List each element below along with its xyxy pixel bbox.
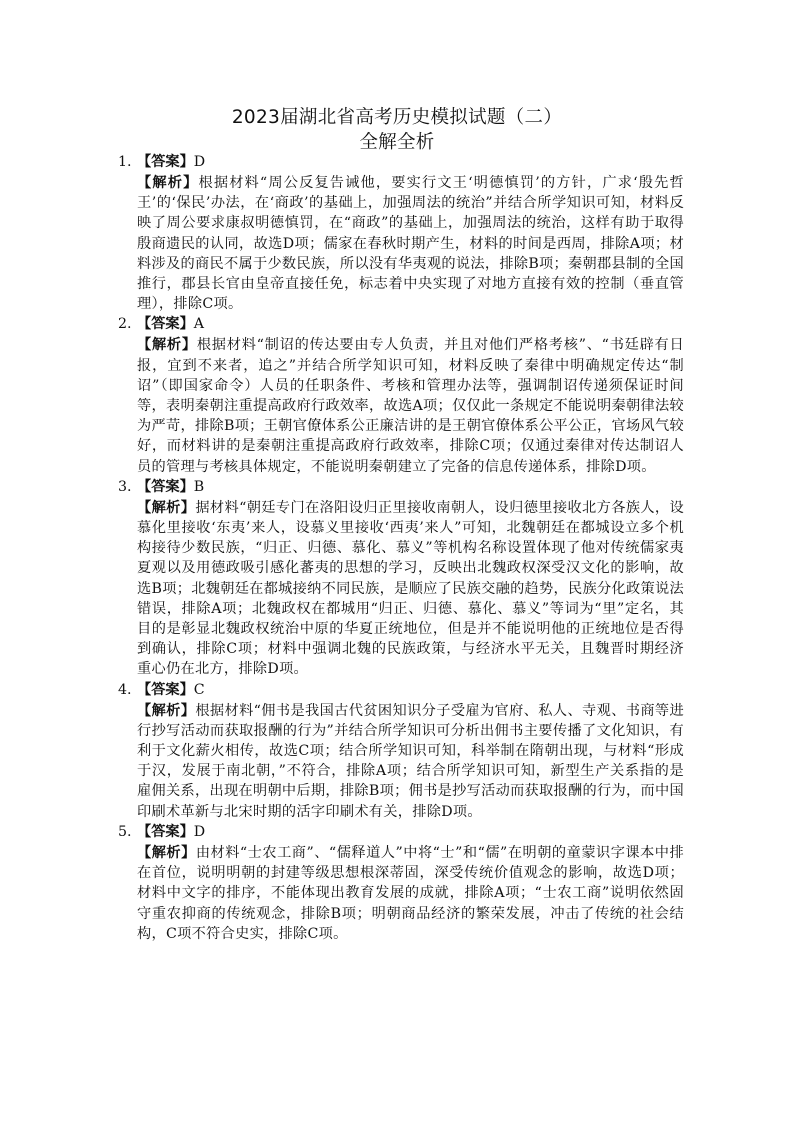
question-item-1	[118, 152, 684, 314]
analysis-paragraph	[137, 843, 684, 944]
answer-label: 【答案】	[137, 823, 194, 840]
analysis-label: 【解析】	[137, 844, 196, 861]
answer-label: 【答案】	[137, 154, 194, 170]
analysis-label: 【解析】	[137, 337, 197, 354]
analysis-paragraph	[137, 498, 684, 680]
answer-label: 【答案】	[137, 681, 194, 698]
answer-value: D	[193, 823, 206, 840]
question-item-5	[118, 822, 684, 944]
answer-line	[118, 477, 684, 498]
answer-line	[118, 152, 684, 173]
question-item-3	[118, 477, 684, 680]
analysis-text: 根据材料“制诏的传达要由专人负责，并且对他们严格考核”、“书廷辟有日报，宜到不来者，追之”并结合所学知识可知，材料反映了秦律中明确规定传达“制诏”（即国家命令）人员的任职条件、考核和管理办法等，强调制诏传递须保证时间等，表明秦朝注重提高政府行政效率，故选A项；仅仅此一条规定不能说明秦朝律法较为严苛，排除B项；王朝官僚体系公正廉洁讲的是王朝官僚体系公平公正，官场风气较好，而材料讲的是秦朝注重提高政府行政效率，排除C项；仅通过秦律对传达制诏人员的管理与考核具体规定，不能说明秦朝建立了完备的信息传递体系，排除D项。	[137, 337, 685, 475]
answer-value: B	[193, 478, 205, 495]
answer-value: D	[193, 154, 206, 170]
answer-line	[118, 680, 684, 701]
analysis-text: 根据材料“佣书是我国古代贫困知识分子受雇为官府、私人、寺观、书商等进行抄写活动而获取报酬的行为”并结合所学知识可分析出佣书主要传播了文化知识，有利于文化薪火相传，故选C项；结合所学知识可知，科举制在隋朝出现，与材料“形成于汉，发展于南北朝，”不符合，排除A项；结合所学知识可知，新型生产关系指的是雇佣关系，出现在明朝中后期，排除B项；佣书是抄写活动而获取报酬的行为，而中国印刷术革新与北宋时期的活字印刷术有关，排除D项。	[137, 702, 684, 820]
analysis-label: 【解析】	[137, 175, 199, 191]
question-number: 4.	[118, 681, 132, 698]
document-title: 2023届湖北省高考历史模拟试题（二）	[231, 107, 563, 128]
analysis-label: 【解析】	[137, 499, 196, 516]
analysis-text: 根据材料“周公反复告诫他，要实行文王‘明德慎罚’的方针，广求‘殷先哲王’的‘保民’办法，在‘商政’的基础上，加强周法的统治”并结合所学知识可知，材料反映了周公要求康叔明德慎罚，在“商政”的基础上，加强周法的统治，这样有助于取得殷商遗民的认同，故选D项；儒家在春秋时期产生，材料的时间是西周，排除A项；材料涉及的商民不属于少数民族，所以没有华夷观的说法，排除B项；秦朝郡县制的全国推行，郡县长官由皇帝直接任免，标志着中央实现了对地方直接有效的控制（垂直管理），排除C项。	[137, 175, 685, 313]
question-number: 3.	[118, 478, 132, 495]
analysis-paragraph	[137, 173, 684, 314]
question-number: 1.	[118, 154, 132, 170]
answer-label: 【答案】	[137, 316, 194, 333]
question-item-2	[118, 314, 684, 476]
answer-value: A	[193, 316, 205, 333]
answer-list	[118, 152, 684, 944]
question-number: 2.	[118, 316, 132, 333]
analysis-text: 据材料“朝廷专门在洛阳设归正里接收南朝人，设归德里接收北方各族人，设慕化里接收‘东夷’来人，设慕义里接收‘西夷’来人”可知，北魏朝廷在都城设立多个机构接待少数民族，“归正、归德、慕化、慕义”等机构名称设置体现了他对传统儒家夷夏观以及用德政吸引感化蕃夷的思想的学习，反映出北魏政权深受汉文化的影响，故选B项；北魏朝廷在都城接纳不同民族，是顺应了民族交融的趋势，民族分化政策说法错误，排除A项；北魏政权在都城用“归正、归德、慕化、慕义”等词为“里”定名，其目的是彰显北魏政权统治中原的华夏正统地位，但是并不能说明他的正统地位是否得到确认，排除C项；材料中强调北魏的民族政策，与经济水平无关，且魏晋时期经济重心仍在北方，排除D项。	[137, 499, 684, 678]
analysis-paragraph	[137, 701, 684, 822]
analysis-text: 由材料“士农工商”、“儒释道人”中将“士”和“儒”在明朝的童蒙识字课本中排在首位，说明明朝的封建等级思想根深蒂固，深受传统价值观念的影响，故选D项；材料中文字的排序，不能体现出教育发展的成就，排除A项；“士农工商”说明依然固守重农抑商的传统观念，排除B项；明朝商品经济的繁荣发展，冲击了传统的社会结构，C项不符合史实，排除C项。	[137, 844, 684, 942]
analysis-paragraph	[137, 335, 684, 476]
answer-value: C	[193, 681, 205, 698]
answer-label: 【答案】	[137, 478, 194, 495]
question-item-4	[118, 680, 684, 822]
answer-line	[118, 822, 684, 843]
answer-line	[118, 314, 684, 335]
analysis-label: 【解析】	[137, 702, 196, 719]
document-subtitle: 全解全析	[359, 132, 435, 153]
question-number: 5.	[118, 823, 132, 840]
